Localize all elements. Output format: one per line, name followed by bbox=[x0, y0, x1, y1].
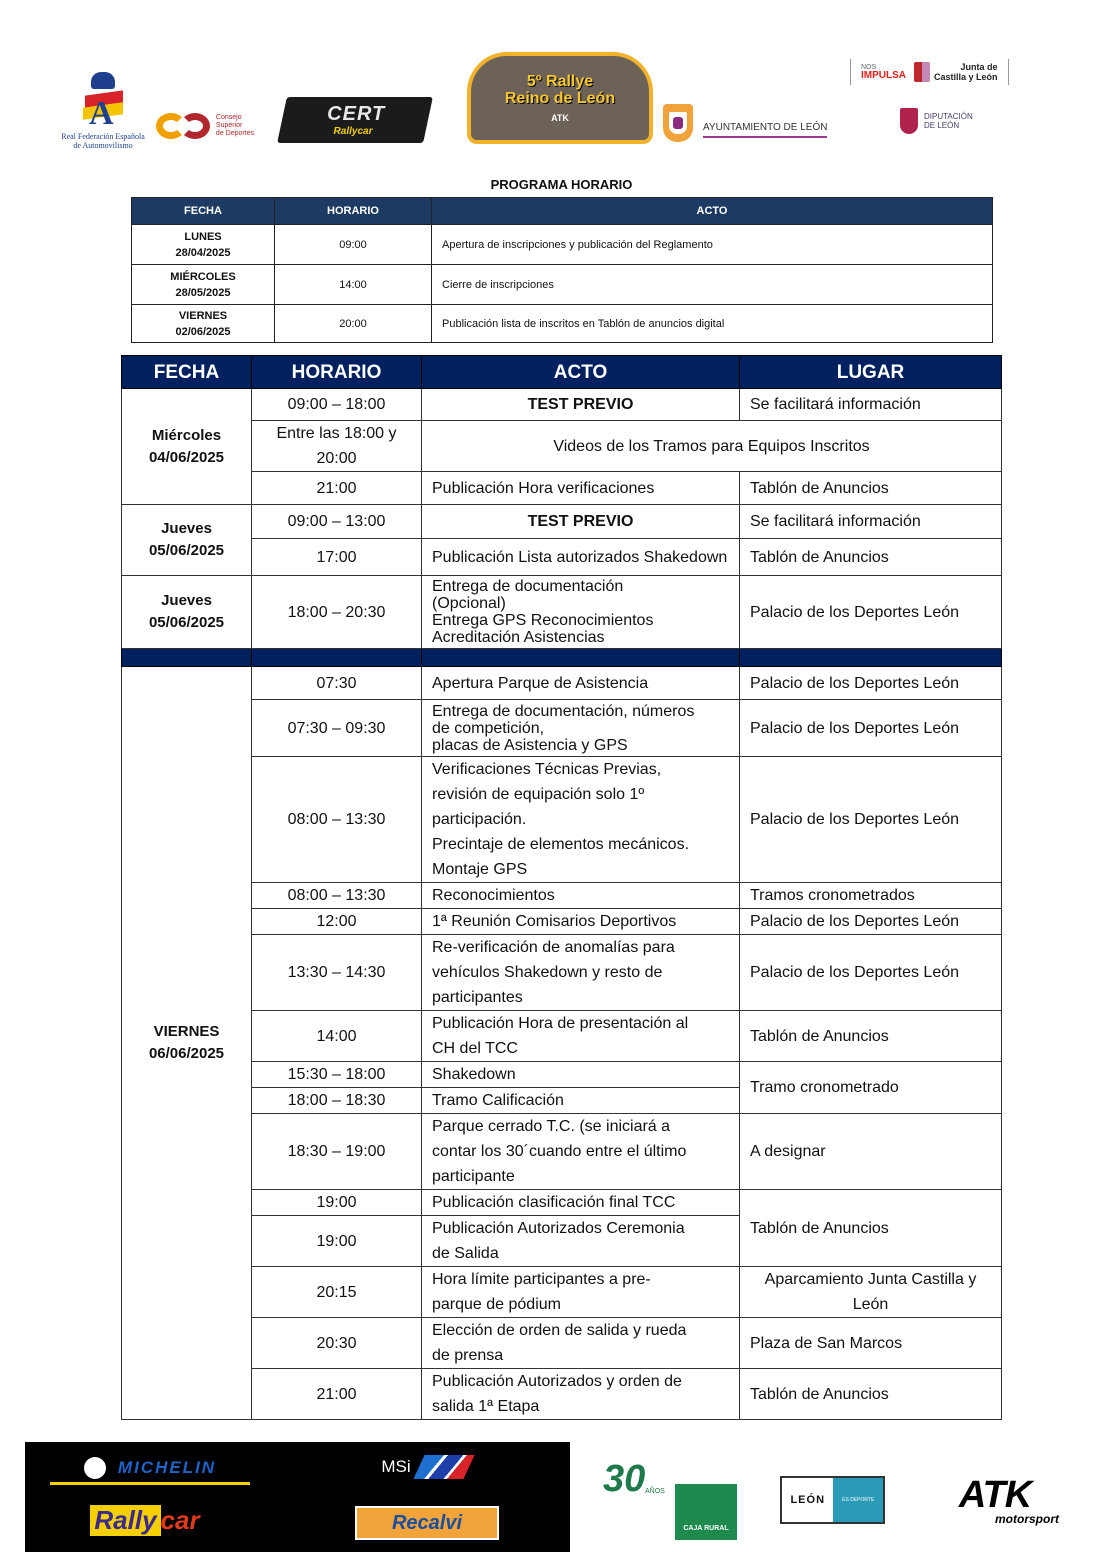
schedule-table bbox=[121, 355, 1002, 1420]
act-cell bbox=[422, 1011, 740, 1062]
time-cell: 08:00 – 13:30 bbox=[252, 883, 422, 909]
rallycar-label-a: Rally bbox=[90, 1505, 160, 1536]
col-header-acto: ACTO bbox=[422, 356, 740, 389]
table-row bbox=[122, 576, 1002, 649]
table-row bbox=[132, 305, 993, 343]
time-cell: 20:00 bbox=[275, 305, 432, 343]
place-cell: Tablón de Anuncios bbox=[740, 1011, 1002, 1062]
time-cell: 18:00 – 18:30 bbox=[252, 1088, 422, 1114]
text-line: Aparcamiento Junta Castilla y bbox=[764, 1271, 977, 1288]
text-line: placas de Asistencia y GPS bbox=[432, 736, 628, 754]
text-line: de Salida bbox=[432, 1245, 499, 1262]
divider bbox=[850, 59, 851, 85]
text-line: vehículos Shakedown y resto de bbox=[432, 964, 663, 981]
col-header-lugar: LUGAR bbox=[740, 356, 1002, 389]
date-cell: LUNES 28/04/2025 bbox=[132, 225, 275, 265]
act-cell bbox=[422, 1318, 740, 1369]
col-header-horario: HORARIO bbox=[275, 198, 432, 225]
date-cell: VIERNES 06/06/2025 bbox=[122, 667, 252, 1420]
msi-logo bbox=[335, 1452, 515, 1482]
text-line: participante bbox=[432, 1168, 515, 1185]
table-row bbox=[122, 1318, 1002, 1369]
text-line: CH del TCC bbox=[432, 1040, 518, 1057]
time-cell: 18:00 – 20:30 bbox=[252, 576, 422, 649]
date-cell: Miércoles 04/06/2025 bbox=[122, 389, 252, 505]
text-line: Montaje GPS bbox=[432, 861, 528, 878]
table-row bbox=[122, 757, 1002, 883]
place-cell: Tablón de Anuncios bbox=[740, 1369, 1002, 1420]
rally-line2: Reino de León bbox=[504, 90, 616, 107]
cert-logo bbox=[277, 97, 433, 143]
csd-line2: Superior bbox=[215, 122, 243, 129]
cert-title: CERT bbox=[327, 103, 386, 125]
junta-line2: Castilla y León bbox=[934, 72, 998, 82]
recalvi-label: Recalvi bbox=[391, 1511, 463, 1534]
programa-title: PROGRAMA HORARIO bbox=[490, 177, 633, 192]
atk-label: ATK bbox=[958, 1474, 1032, 1516]
act-cell: Tramo Calificación bbox=[422, 1088, 740, 1114]
time-cell: 13:30 – 14:30 bbox=[252, 935, 422, 1011]
text-line: revisión de equipación solo 1º bbox=[432, 786, 645, 803]
act-cell: TEST PREVIO bbox=[422, 505, 740, 539]
place-cell: Plaza de San Marcos bbox=[740, 1318, 1002, 1369]
msi-stripes-icon bbox=[413, 1455, 474, 1479]
place-cell: Se facilitará información bbox=[740, 505, 1002, 539]
col-header-fecha: FECHA bbox=[122, 356, 252, 389]
act-cell: Reconocimientos bbox=[422, 883, 740, 909]
table-row bbox=[122, 935, 1002, 1011]
act-cell: Apertura Parque de Asistencia bbox=[422, 667, 740, 700]
time-cell: 09:00 – 13:00 bbox=[252, 505, 422, 539]
text-line: Verificaciones Técnicas Previas, bbox=[432, 761, 662, 778]
separator-bar bbox=[122, 649, 1002, 667]
sponsors-banner bbox=[25, 1442, 570, 1552]
impulsa-label: IMPULSA bbox=[861, 70, 906, 81]
time-cell: 15:30 – 18:00 bbox=[252, 1062, 422, 1088]
ayuntamiento-name: AYUNTAMIENTO DE LEÓN bbox=[703, 122, 827, 138]
table-row bbox=[132, 225, 993, 265]
table-row bbox=[122, 667, 1002, 700]
place-cell: Palacio de los Deportes León bbox=[740, 909, 1002, 935]
leon-es-deporte-logo bbox=[780, 1476, 885, 1524]
csd-line3: de Deportes bbox=[215, 130, 255, 137]
act-cell: 1ª Reunión Comisarios Deportivos bbox=[422, 909, 740, 935]
es-deporte-label: ES DEPORTE bbox=[833, 1478, 883, 1522]
act-cell bbox=[422, 1114, 740, 1190]
table-row bbox=[122, 472, 1002, 505]
act-cell: Publicación Hora verificaciones bbox=[422, 472, 740, 505]
text-line: participación. bbox=[432, 811, 527, 828]
act-cell: Publicación clasificación final TCC bbox=[422, 1190, 740, 1216]
date-cell: MIÉRCOLES 28/05/2025 bbox=[132, 265, 275, 305]
time-cell: 07:30 – 09:30 bbox=[252, 700, 422, 757]
text-line: Entrega de documentación, números bbox=[432, 702, 695, 720]
time-cell: 21:00 bbox=[252, 472, 422, 505]
table-row bbox=[122, 1267, 1002, 1318]
caja-anos: AÑOS bbox=[645, 1488, 665, 1495]
time-cell: 14:00 bbox=[252, 1011, 422, 1062]
act-cell: Videos de los Tramos para Equipos Inscritos bbox=[422, 421, 1002, 472]
text-line: participantes bbox=[432, 989, 523, 1006]
nos-label: NOS bbox=[861, 64, 877, 71]
act-cell bbox=[422, 757, 740, 883]
time-cell: 18:30 – 19:00 bbox=[252, 1114, 422, 1190]
table-row bbox=[122, 1369, 1002, 1420]
time-cell: 12:00 bbox=[252, 909, 422, 935]
text-line: contar los 30´cuando entre el último bbox=[432, 1143, 687, 1160]
act-cell: Publicación lista de inscritos en Tablón de anuncios digital bbox=[432, 305, 993, 343]
place-cell: Palacio de los Deportes León bbox=[740, 935, 1002, 1011]
table-row bbox=[132, 265, 993, 305]
col-header-acto: ACTO bbox=[432, 198, 993, 225]
table-row bbox=[122, 883, 1002, 909]
place-cell: Palacio de los Deportes León bbox=[740, 667, 1002, 700]
michelin-logo bbox=[50, 1454, 250, 1485]
act-cell: Publicación Lista autorizados Shakedown bbox=[422, 539, 740, 576]
caja-rural-logo bbox=[603, 1458, 743, 1540]
crown-icon bbox=[91, 72, 115, 89]
junta-castilla-leon-logo bbox=[850, 50, 1010, 94]
table-row bbox=[122, 700, 1002, 757]
time-cell: 08:00 – 13:30 bbox=[252, 757, 422, 883]
rallycar-label-b: car bbox=[160, 1504, 200, 1535]
csd-d-icon bbox=[180, 113, 210, 139]
table-row bbox=[122, 1062, 1002, 1088]
table-row bbox=[122, 909, 1002, 935]
table-row bbox=[122, 505, 1002, 539]
atk-motorsport-logo bbox=[925, 1476, 1065, 1528]
diputacion-line1: DIPUTACIÓN bbox=[924, 112, 973, 121]
msi-label: MSi bbox=[381, 1457, 411, 1476]
text-line: Entrega GPS Reconocimientos bbox=[432, 612, 654, 629]
rally-sponsor: ATK bbox=[551, 113, 569, 123]
time-cell: 17:00 bbox=[252, 539, 422, 576]
place-cell bbox=[740, 1267, 1002, 1318]
motorsport-label: motorsport bbox=[995, 1512, 1059, 1526]
place-cell: A designar bbox=[740, 1114, 1002, 1190]
rfea-logo bbox=[58, 72, 148, 150]
time-cell: 19:00 bbox=[252, 1216, 422, 1267]
text-line: Publicación Hora de presentación al bbox=[432, 1015, 689, 1032]
leon-label: LEÓN bbox=[790, 1494, 826, 1506]
date-cell: Jueves 05/06/2025 bbox=[122, 505, 252, 576]
date-cell: VIERNES 02/06/2025 bbox=[132, 305, 275, 343]
time-cell: Entre las 18:00 y 20:00 bbox=[252, 421, 422, 472]
michelin-label: MICHELIN bbox=[117, 1458, 217, 1477]
caja-years: 30 bbox=[603, 1458, 646, 1500]
col-header-fecha: FECHA bbox=[132, 198, 275, 225]
act-cell bbox=[422, 1369, 740, 1420]
castilla-leon-shield-icon bbox=[914, 62, 930, 82]
time-cell: 14:00 bbox=[275, 265, 432, 305]
csd-logo bbox=[150, 108, 260, 144]
time-cell: 09:00 – 18:00 bbox=[252, 389, 422, 421]
time-cell: 19:00 bbox=[252, 1190, 422, 1216]
divider bbox=[1008, 59, 1009, 85]
text-line: salida 1ª Etapa bbox=[432, 1398, 540, 1415]
rally-line1: 5º Rallye bbox=[526, 73, 594, 90]
act-cell: Cierre de inscripciones bbox=[432, 265, 993, 305]
table-row bbox=[122, 421, 1002, 472]
recalvi-logo bbox=[355, 1506, 499, 1540]
text-line: León bbox=[852, 1296, 889, 1313]
time-cell: 21:00 bbox=[252, 1369, 422, 1420]
diputacion-leon-logo bbox=[900, 102, 1010, 140]
table-row bbox=[122, 1114, 1002, 1190]
diputacion-line2: DE LEÓN bbox=[924, 121, 960, 130]
text-line: Entrega de documentación bbox=[432, 578, 624, 595]
time-cell: 07:30 bbox=[252, 667, 422, 700]
act-cell bbox=[422, 700, 740, 757]
col-header-horario: HORARIO bbox=[252, 356, 422, 389]
act-cell bbox=[422, 1267, 740, 1318]
text-line: Parque cerrado T.C. (se iniciará a bbox=[432, 1118, 671, 1135]
place-cell: Palacio de los Deportes León bbox=[740, 700, 1002, 757]
date-cell: Jueves 05/06/2025 bbox=[122, 576, 252, 649]
text-line: Precintaje de elementos mecánicos. bbox=[432, 836, 690, 853]
michelin-man-icon bbox=[84, 1457, 106, 1479]
rfea-flag-icon: A bbox=[79, 91, 127, 130]
place-cell: Tablón de Anuncios bbox=[740, 1190, 1002, 1267]
programa-table bbox=[131, 197, 993, 343]
text-line: de prensa bbox=[432, 1347, 504, 1364]
table-row bbox=[122, 1190, 1002, 1216]
text-line: Publicación Autorizados Ceremonia bbox=[432, 1220, 685, 1237]
rfea-name-line2: de Automovilismo bbox=[73, 141, 133, 150]
place-cell: Tramo cronometrado bbox=[740, 1062, 1002, 1114]
schedule-header-row bbox=[122, 356, 1002, 389]
text-line: Hora límite participantes a pre- bbox=[432, 1271, 651, 1288]
csd-line1: Consejo bbox=[215, 114, 242, 121]
caja-name: CAJA RURAL bbox=[675, 1484, 737, 1540]
text-line: Re-verificación de anomalías para bbox=[432, 939, 675, 956]
junta-line1: Junta de bbox=[960, 62, 998, 72]
act-cell bbox=[422, 1216, 740, 1267]
place-cell: Se facilitará información bbox=[740, 389, 1002, 421]
act-cell bbox=[422, 935, 740, 1011]
table-row bbox=[122, 539, 1002, 576]
time-cell: 09:00 bbox=[275, 225, 432, 265]
rfea-name-line1: Real Federación Española bbox=[61, 132, 145, 141]
text-line: Publicación Autorizados y orden de bbox=[432, 1373, 682, 1390]
act-cell: TEST PREVIO bbox=[422, 389, 740, 421]
rallye-reino-de-leon-logo bbox=[467, 52, 653, 144]
act-cell: Shakedown bbox=[422, 1062, 740, 1088]
text-line: (Opcional) bbox=[432, 595, 506, 612]
act-cell: Apertura de inscripciones y publicación del Reglamento bbox=[432, 225, 993, 265]
time-cell: 20:15 bbox=[252, 1267, 422, 1318]
table-row bbox=[122, 1011, 1002, 1062]
text-line: Elección de orden de salida y rueda bbox=[432, 1322, 687, 1339]
diputacion-shield-icon bbox=[900, 108, 918, 134]
text-line: parque de pódium bbox=[432, 1296, 561, 1313]
text-line: de competición, bbox=[432, 719, 545, 737]
place-cell: Tramos cronometrados bbox=[740, 883, 1002, 909]
ayuntamiento-leon-logo bbox=[663, 92, 841, 142]
rallycar-logo bbox=[70, 1500, 220, 1540]
cert-subtitle: Rallycar bbox=[333, 126, 373, 137]
act-cell bbox=[422, 576, 740, 649]
table-row bbox=[122, 389, 1002, 421]
place-cell: Tablón de Anuncios bbox=[740, 472, 1002, 505]
place-cell: Palacio de los Deportes León bbox=[740, 757, 1002, 883]
time-cell: 20:30 bbox=[252, 1318, 422, 1369]
text-line: Acreditación Asistencias bbox=[432, 629, 605, 646]
place-cell: Tablón de Anuncios bbox=[740, 539, 1002, 576]
leon-shield-icon bbox=[663, 104, 693, 142]
place-cell: Palacio de los Deportes León bbox=[740, 576, 1002, 649]
programa-header-row bbox=[132, 198, 993, 225]
